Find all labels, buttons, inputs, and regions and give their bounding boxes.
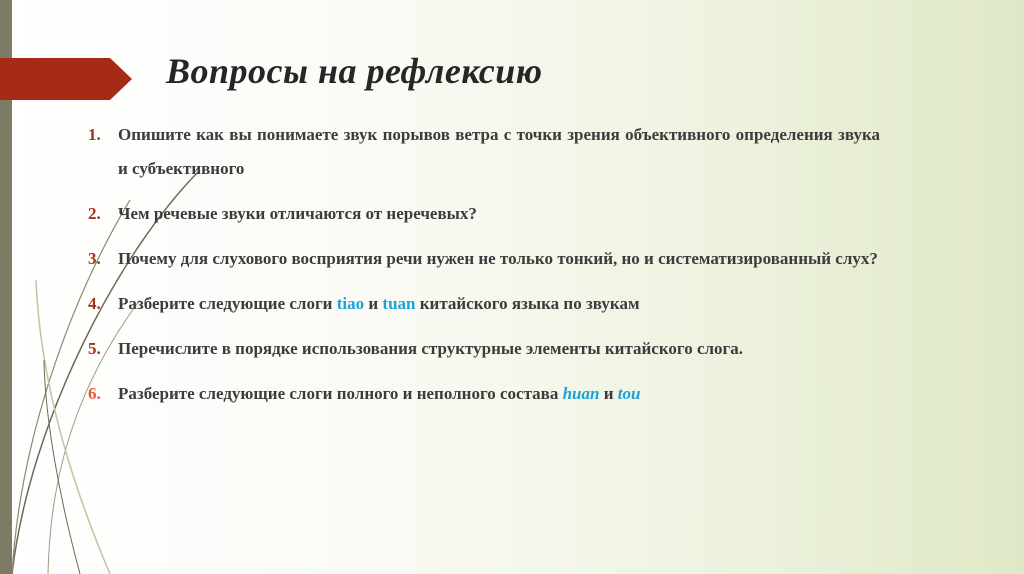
list-item — [88, 287, 880, 321]
item-number: 3. — [88, 249, 101, 268]
syllable-term: tou — [617, 384, 641, 403]
syllable-term: huan — [562, 384, 600, 403]
item-text: Чем речевые звуки отличаются от неречевых? — [118, 204, 477, 223]
syllable-term: tiao — [336, 294, 365, 313]
list-item — [88, 377, 880, 411]
slide-title: Вопросы на рефлексию — [166, 51, 543, 91]
list-item — [88, 332, 880, 366]
text-segment: китайского языка по звукам — [415, 294, 640, 313]
text-segment: и — [364, 294, 383, 313]
item-number: 4. — [88, 294, 101, 313]
item-number: 2. — [88, 204, 101, 223]
item-text: Опишите как вы понимаете звук порывов ветра с точки зрения объективного определения звука и субъективного — [118, 125, 880, 178]
questions-list — [88, 118, 880, 411]
item-number: 6. — [88, 384, 101, 403]
list-item — [88, 118, 880, 186]
item-text: Почему для слухового восприятия речи нужен не только тонкий, но и систематизированный слух? — [118, 249, 878, 268]
title-arrow-shape — [0, 58, 132, 100]
text-segment: Разберите следующие слоги — [118, 294, 337, 313]
item-number: 5. — [88, 339, 101, 358]
text-segment: Разберите следующие слоги полного и неполного состава — [118, 384, 563, 403]
list-item — [88, 242, 880, 276]
syllable-term: tuan — [382, 294, 416, 313]
list-item — [88, 197, 880, 231]
item-text — [118, 377, 880, 411]
text-segment: и — [599, 384, 618, 403]
item-number: 1. — [88, 125, 101, 144]
item-text: Перечислите в порядке использования структурные элементы китайского слога. — [118, 339, 744, 358]
item-text — [118, 287, 880, 321]
